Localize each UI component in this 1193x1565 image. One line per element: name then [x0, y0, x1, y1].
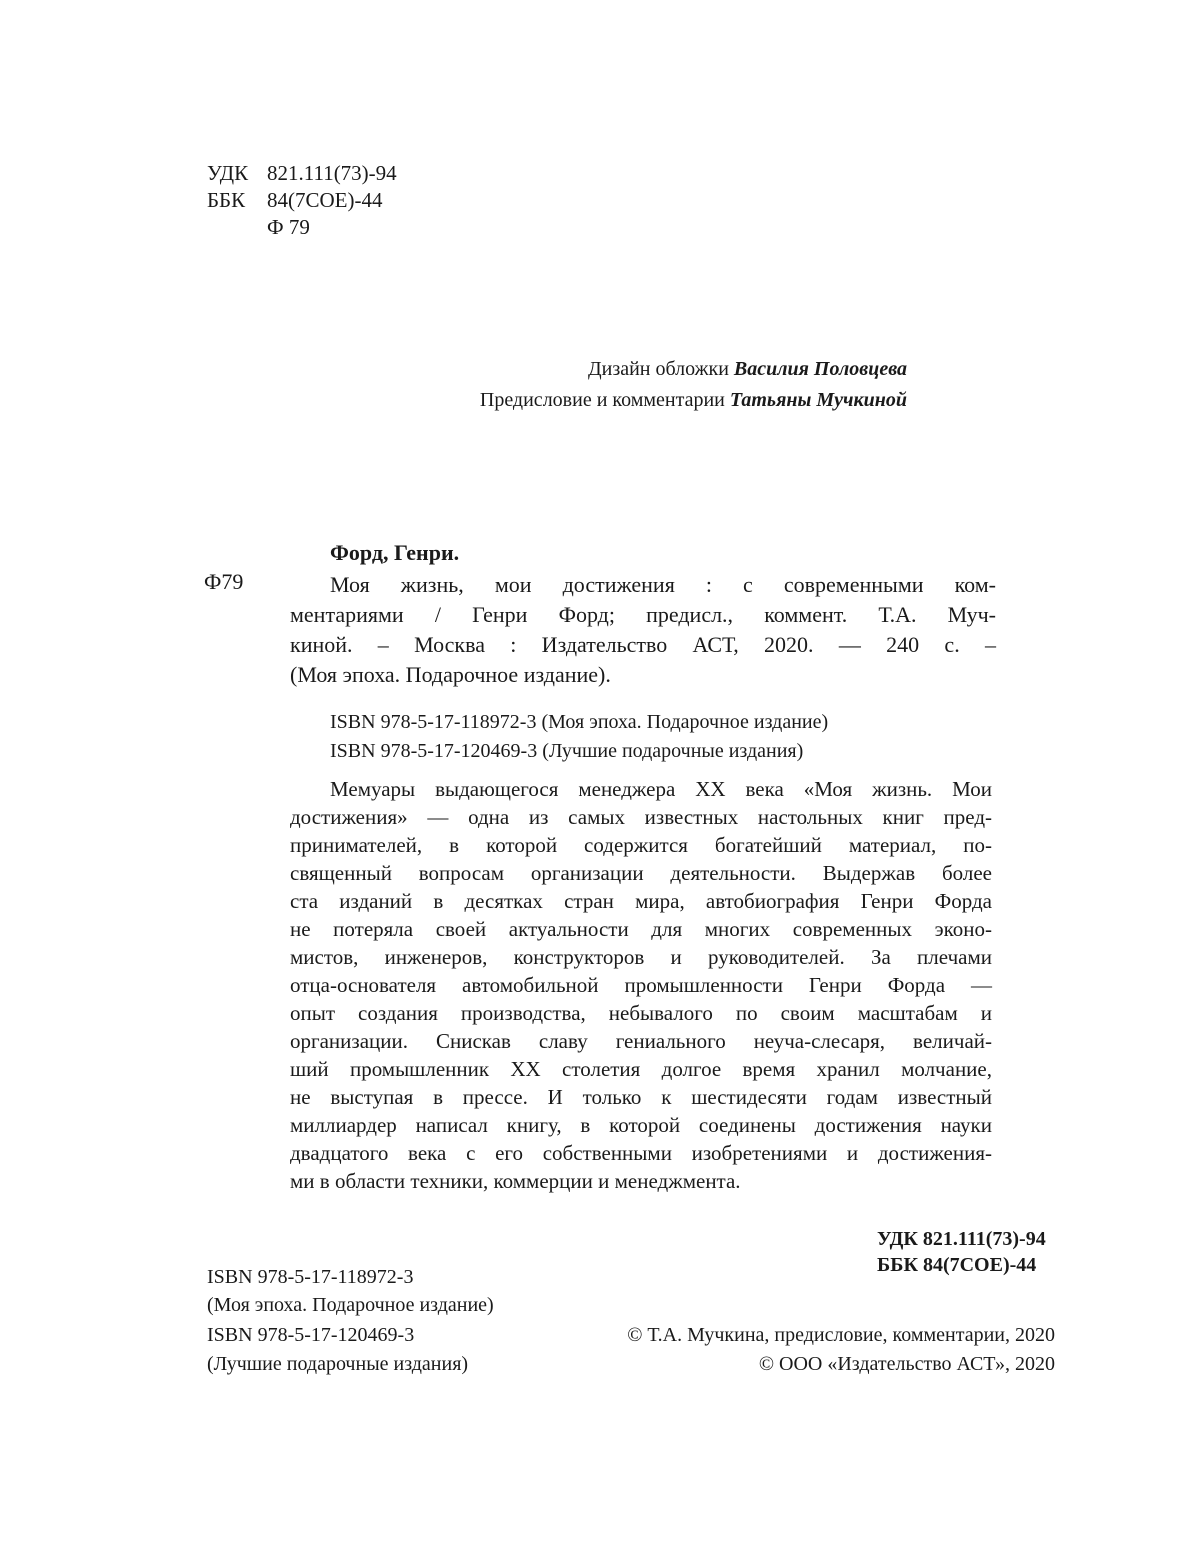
udk-label: УДК [207, 161, 249, 185]
annotation-line: не потеряла своей актуальности для многих современных эконо- [290, 917, 992, 941]
copyright-line: © ООО «Издательство АСТ», 2020 [758, 1353, 1055, 1375]
annotation-line: двадцатого века с его собственными изобретениями и достижения- [290, 1141, 992, 1165]
bottom-isbn-2-series: (Лучшие подарочные издания) [207, 1353, 469, 1375]
isbn-line: ISBN 978-5-17-120469-3 (Лучшие подарочные издания) [330, 740, 804, 762]
credit-prefix: Дизайн обложки [587, 358, 734, 380]
annotation-line: отца-основателя автомобильной промышленности Генри Форда — [290, 973, 992, 997]
credit-name: Василия Половцева [733, 358, 907, 380]
annotation-line: Мемуары выдающегося менеджера XX века «Моя жизнь. Мои [330, 777, 992, 801]
bbk-label: ББК [207, 188, 246, 212]
credit-prefix: Предисловие и комментарии [479, 389, 730, 411]
biblio-line: ментариями / Генри Форд; предисл., коммент. Т.А. Муч- [290, 602, 996, 627]
annotation-line: мистов, инженеров, конструкторов и руководителей. За плечами [290, 945, 992, 969]
bottom-isbn-1-series: (Моя эпоха. Подарочное издание) [207, 1294, 494, 1316]
annotation-line: организации. Снискав славу гениального неуча-слесаря, величай- [290, 1029, 992, 1053]
isbn-line: ISBN 978-5-17-118972-3 (Моя эпоха. Подарочное издание) [330, 711, 829, 733]
annotation-line: миллиардер написал книгу, в которой соединены достижения науки [290, 1113, 992, 1137]
author-mark-row [207, 214, 397, 241]
annotation-line: не выступая в прессе. И только к шестидесяти годам известный [290, 1085, 992, 1109]
biblio-line: (Моя эпоха. Подарочное издание). [290, 662, 611, 687]
copyright-line: © Т.А. Мучкина, предисловие, комментарии, 2020 [627, 1324, 1055, 1346]
classification-block [207, 160, 397, 241]
entry-author-mark: Ф79 [204, 569, 244, 594]
credit-foreword [480, 387, 907, 413]
annotation-line: ми в области техники, коммерции и менеджмента. [290, 1169, 741, 1193]
bbk-row [207, 187, 397, 214]
bottom-bbk: ББК 84(7СОЕ)-44 [877, 1254, 1037, 1276]
author-mark: Ф 79 [267, 215, 310, 239]
credit-cover-design [588, 356, 907, 382]
bbk-value: 84(7СОЕ)-44 [267, 188, 383, 212]
biblio-line: киной. – Москва : Издательство АСТ, 2020. — 240 с. – [290, 632, 996, 657]
udk-row [207, 160, 397, 187]
bottom-udk: УДК 821.111(73)-94 [877, 1228, 1046, 1250]
annotation-paragraph [290, 775, 992, 1195]
bottom-isbn-1: ISBN 978-5-17-118972-3 [207, 1266, 414, 1288]
annotation-line: опыт создания производства, небывалого по своим масштабам и [290, 1001, 992, 1025]
author-heading: Форд, Генри. [330, 540, 460, 565]
bibliographic-description [290, 570, 996, 690]
credit-name: Татьяны Мучкиной [729, 389, 907, 411]
bottom-isbn-2: ISBN 978-5-17-120469-3 [207, 1324, 415, 1346]
isbn-list [330, 708, 828, 766]
biblio-line: Моя жизнь, мои достижения : с современными ком- [330, 572, 996, 597]
annotation-line: священный вопросам организации деятельности. Выдержав более [290, 861, 992, 885]
annotation-line: ста изданий в десятках стран мира, автобиография Генри Форда [290, 889, 992, 913]
annotation-line: принимателей, в которой содержится богатейший материал, по- [290, 833, 992, 857]
udk-value: 821.111(73)-94 [267, 161, 397, 185]
annotation-line: ший промышленник XX столетия долгое время хранил молчание, [290, 1057, 992, 1081]
annotation-line: достижения» — одна из самых известных настольных книг пред- [290, 805, 992, 829]
